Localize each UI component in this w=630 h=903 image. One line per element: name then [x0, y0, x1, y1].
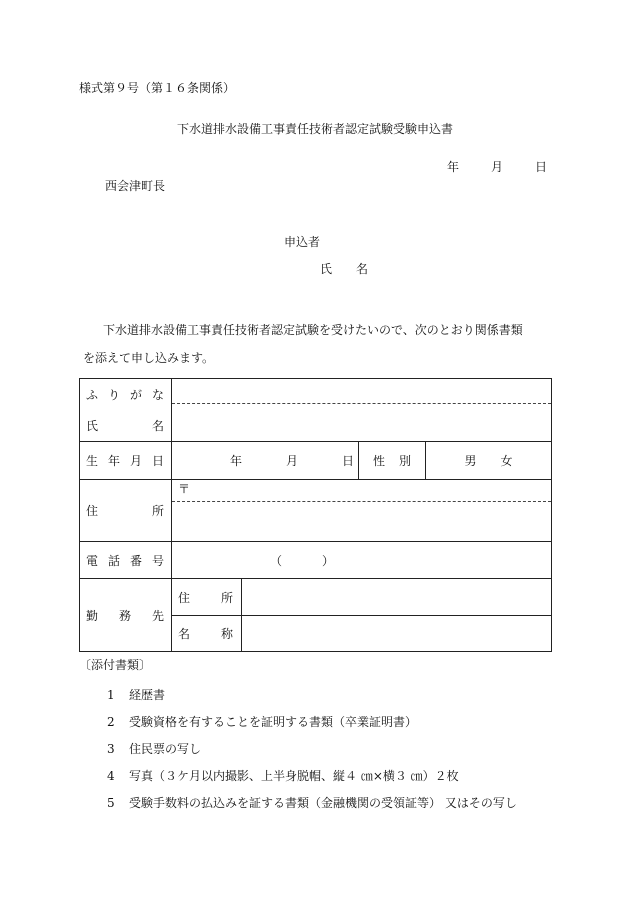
phone-open-paren: （ [270, 553, 283, 568]
sex-field[interactable] [426, 442, 552, 480]
applicant-name-label: 氏 名 [320, 262, 369, 276]
work-name-label: 名 称 [178, 627, 233, 641]
workplace-label-cell [80, 579, 172, 652]
attachment-text: 住民票の写し [129, 742, 202, 756]
attachment-item [107, 743, 201, 755]
applicant-label: 申込者 [284, 235, 321, 249]
work-address-label-cell [172, 579, 242, 616]
address-label: 住 所 [86, 504, 164, 518]
body-text-line-2: を添えて申し込みます。 [83, 351, 215, 365]
postal-code-field[interactable] [172, 480, 551, 502]
date-year-label: 年 [447, 160, 460, 174]
form-number: 様式第９号（第１６条関係） [79, 81, 236, 95]
furigana-label: ふ り が な [86, 388, 164, 402]
address-label-cell [80, 480, 172, 542]
sex-label-cell [359, 442, 426, 480]
work-name-field[interactable] [242, 616, 552, 652]
address-input-cell[interactable] [172, 480, 552, 542]
attachment-number: 5 [107, 796, 115, 810]
attachment-text: 写真（３ケ月以内撮影、上半身脱帽、縦４ ㎝×横３ ㎝）２枚 [129, 769, 459, 783]
workplace-label: 勤 務 先 [86, 608, 164, 623]
name-label-cell [80, 379, 172, 442]
attachment-text: 受験資格を有することを証明する書類（卒業証明書） [129, 715, 418, 729]
phone-label: 電 話 番 号 [86, 553, 164, 568]
attachment-item [107, 689, 165, 701]
date-month-label: 月 [491, 160, 504, 174]
date-day-label: 日 [535, 160, 548, 174]
work-address-label: 住 所 [178, 590, 233, 605]
attachment-text: 経歴書 [129, 688, 166, 702]
birthdate-field[interactable] [172, 442, 359, 480]
postal-mark: 〒 [178, 482, 191, 496]
name-input-cell[interactable] [172, 379, 552, 442]
work-name-label-cell [172, 616, 242, 652]
sex-label: 性 別 [373, 454, 411, 468]
phone-label-cell [80, 542, 172, 579]
birth-year-label: 年 [229, 454, 242, 468]
attachment-number: 3 [107, 742, 115, 756]
name-field[interactable] [172, 404, 551, 441]
phone-field[interactable] [172, 542, 552, 579]
body-text-line-1: 下水道排水設備工事責任技術者認定試験を受けたいので、次のとおり関係書類 [103, 323, 523, 337]
birthdate-label-cell [80, 442, 172, 480]
attachments-heading: 〔添付書類〕 [79, 658, 152, 672]
name-label: 氏 名 [86, 419, 164, 433]
date-line [447, 161, 547, 173]
attachment-item [107, 797, 517, 809]
sex-male-option[interactable]: 男 [464, 454, 477, 468]
attachment-number: 4 [107, 769, 115, 783]
birthdate-label: 生 年 月 日 [86, 454, 164, 468]
attachment-item [107, 770, 459, 782]
phone-close-paren: ） [322, 553, 335, 568]
furigana-field[interactable] [172, 379, 551, 404]
address-field[interactable] [172, 502, 551, 541]
sex-female-option[interactable]: 女 [500, 454, 513, 468]
application-form-table [79, 378, 552, 652]
work-address-field[interactable] [242, 579, 552, 616]
attachment-item [107, 716, 417, 728]
attachment-number: 2 [107, 715, 115, 729]
birth-day-label: 日 [341, 454, 354, 468]
form-title: 下水道排水設備工事責任技術者認定試験受験申込書 [176, 122, 453, 136]
attachment-text: 受験手数料の払込みを証する書類（金融機関の受領証等） 又はその写し [129, 796, 517, 810]
addressee: 西会津町長 [105, 179, 166, 193]
birth-month-label: 月 [285, 454, 298, 468]
attachment-number: 1 [107, 688, 115, 702]
